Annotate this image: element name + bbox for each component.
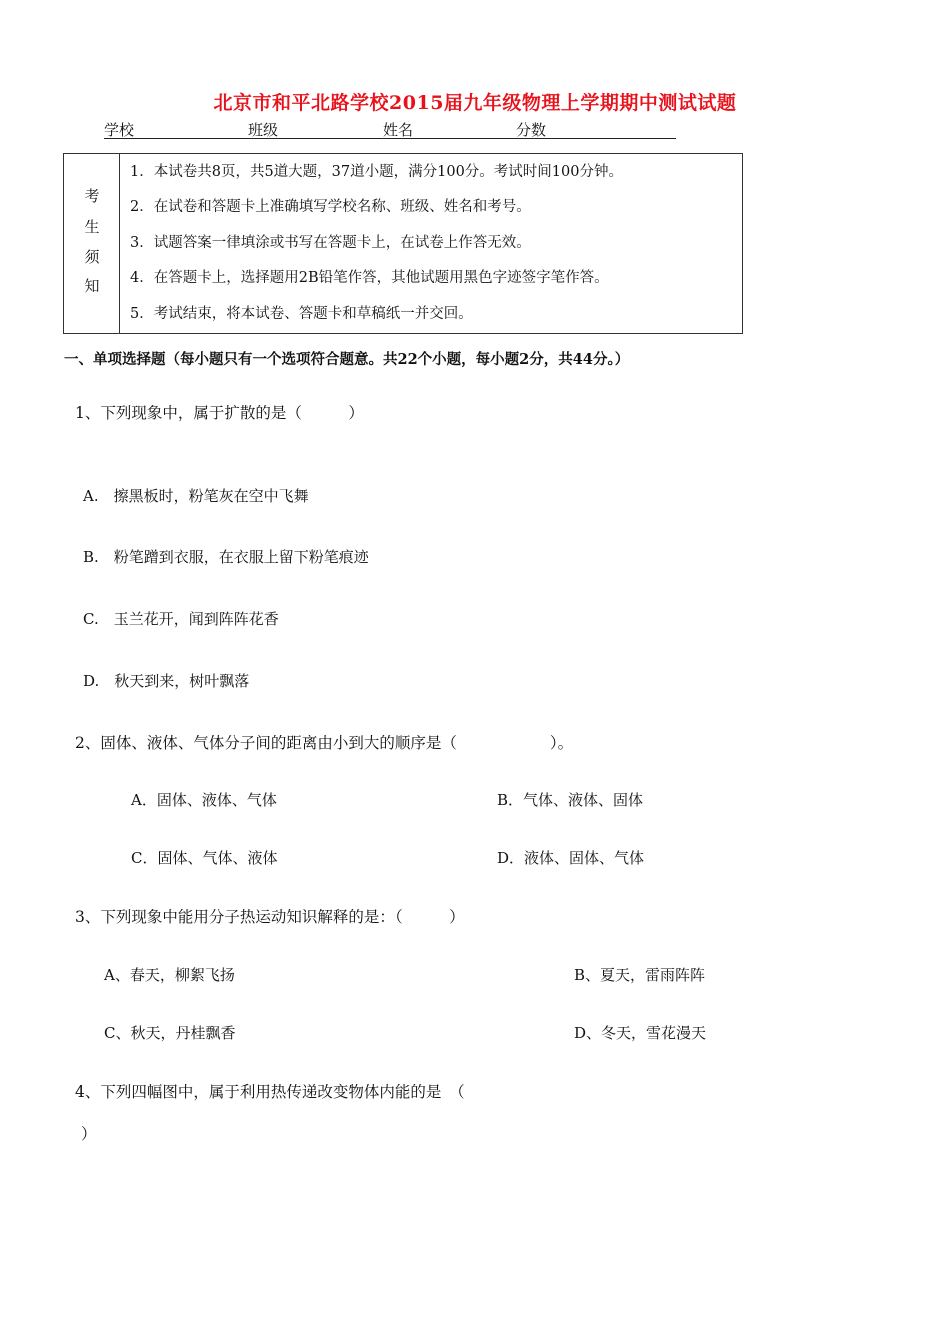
question-stem: 1、下列现象中，属于扩散的是（ ） xyxy=(75,404,364,422)
page-title: 北京市和平北路学校2015届九年级物理上学期期中测试试题 xyxy=(213,92,737,114)
question-stem: 2、固体、液体、气体分子间的距离由小到大的顺序是（ ）。 xyxy=(75,734,574,752)
exam-notice-box xyxy=(63,153,743,334)
notice-heading-char: 生 xyxy=(84,218,100,236)
question-stem: 3、下列现象中能用分子热运动知识解释的是：（ ） xyxy=(75,908,465,926)
option-d: D．液体、固体、气体 xyxy=(497,849,645,867)
option-b: B．气体、液体、固体 xyxy=(497,791,644,809)
fields-underline xyxy=(104,138,676,139)
option-a: A. 擦黑板时，粉笔灰在空中飞舞 xyxy=(83,487,309,505)
option-b: B. 粉笔蹭到衣服，在衣服上留下粉笔痕迹 xyxy=(83,548,369,566)
option-a: A．固体、液体、气体 xyxy=(131,791,277,809)
notice-heading-char: 须 xyxy=(84,248,100,266)
option-d: D. 秋天到来，树叶飘落 xyxy=(83,672,250,690)
option-c: C. 玉兰花开，闻到阵阵花香 xyxy=(83,610,279,628)
score-field-label: 分数 xyxy=(516,121,547,139)
option-c: C．固体、气体、液体 xyxy=(131,849,278,867)
notice-item: 5．考试结束，将本试卷、答题卡和草稿纸一并交回。 xyxy=(130,306,473,322)
option-a: A、春天，柳絮飞扬 xyxy=(104,966,235,984)
section-heading: 一、单项选择题（每小题只有一个选项符合题意。共22个小题，每小题2分，共44分。） xyxy=(64,351,630,368)
school-field-label: 学校 xyxy=(104,121,135,139)
option-b: B、夏天，雷雨阵阵 xyxy=(574,966,706,984)
notice-heading-char: 考 xyxy=(84,187,100,205)
class-field-label: 班级 xyxy=(248,121,279,139)
option-c: C、秋天，丹桂飘香 xyxy=(104,1024,236,1042)
notice-item: 2．在试卷和答题卡上准确填写学校名称、班级、姓名和考号。 xyxy=(130,199,531,215)
notice-item: 3．试题答案一律填涂或书写在答题卡上，在试卷上作答无效。 xyxy=(130,235,531,251)
question-stem-continuation: ） xyxy=(81,1125,97,1143)
notice-item: 4．在答题卡上，选择题用2B铅笔作答，其他试题用黑色字迹签字笔作答。 xyxy=(130,270,609,286)
notice-heading xyxy=(64,154,120,333)
name-field-label: 姓名 xyxy=(383,121,414,139)
question-stem: 4、下列四幅图中，属于利用热传递改变物体内能的是 （ xyxy=(75,1083,465,1101)
notice-item: 1．本试卷共8页，共5道大题，37道小题，满分100分。考试时间100分钟。 xyxy=(130,164,623,180)
notice-heading-char: 知 xyxy=(84,277,100,295)
option-d: D、冬天，雪花漫天 xyxy=(574,1024,707,1042)
